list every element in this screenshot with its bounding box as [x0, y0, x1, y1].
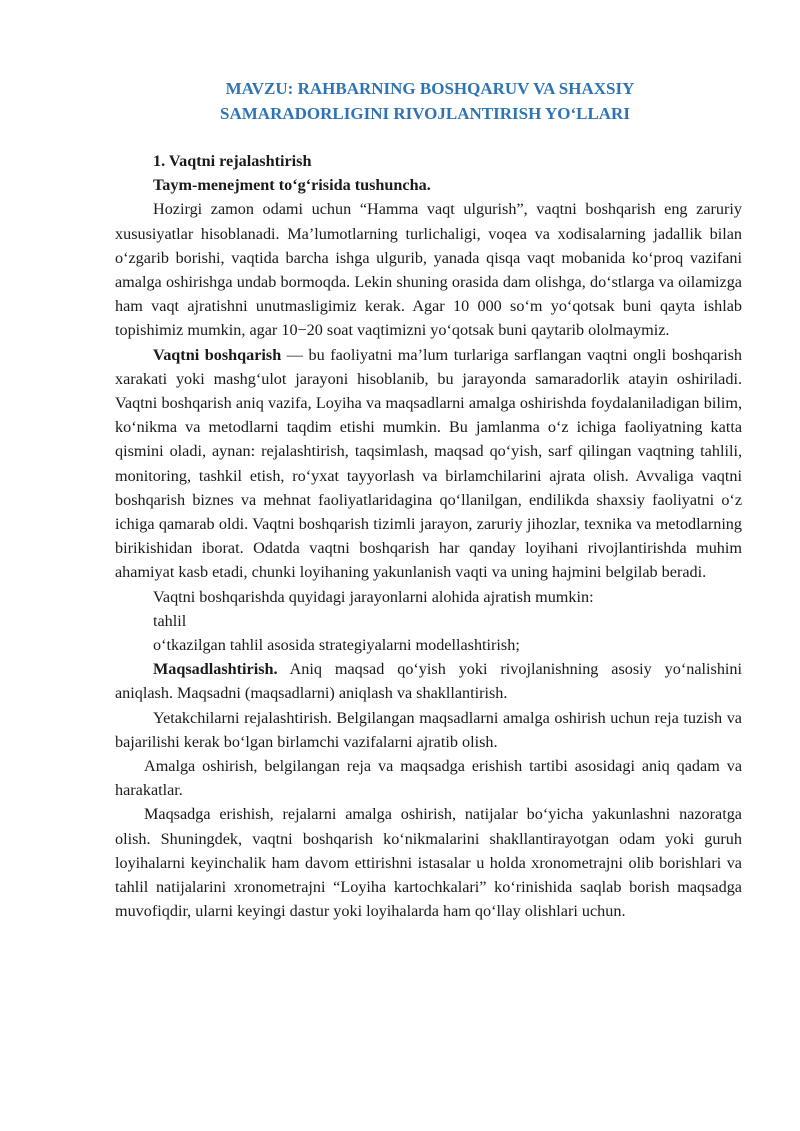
paragraph-6-text: Aniq maqsad qo‘yish yoki rivojlanishning asosiy yo‘nalishini aniqlash. Maqsadni (maqsadlarni) aniqlash va shakllantirish.	[115, 660, 742, 703]
paragraph-2-term: Vaqtni boshqarish	[153, 345, 282, 364]
paragraph-7: Yetakchilarni rejalashtirish. Belgilangan maqsadlarni amalga oshirish uchun reja tuzish va bajarilishi kerak bo‘lgan birlamchi vazifalarni ajratib olish.	[115, 708, 742, 751]
title-line-1: MAVZU: RAHBARNING BOSHQARUV VA SHAXSIY	[225, 79, 635, 98]
paragraph-2	[115, 343, 742, 585]
paragraph-2-text: — bu faoliyatni ma’lum turlariga sarflangan vaqtni ongli boshqarish xarakati yoki mashg‘ulot jarayoni hisoblanib, bu jarayonda samaradorlik atayin oshiriladi. Vaqtni boshqarish aniq vazifa, Loyiha va maqsadlarni amalga oshirishda foydalaniladigan bilim, ko‘nikma va metodlarni taqdim etishi mumkin. Bu jamlanma o‘z ichiga faoliyatning katta qismini oladi, aynan: rejalashtirish, taqsimlash, maqsad qo‘yish, sarf qilingan vaqtning tahlili, monitoring, tashkil etish, ro‘yxat tayyorlash va birlamchilarini ajrata olish. Avvaliga vaqtni boshqarish biznes va mehnat faoliyatlaridagina qo‘llanilgan, endilikda shaxsiy faoliyatni o‘z ichiga qamarab oldi. Vaqtni boshqarish tizimli jarayon, zaruriy jihozlar, texnika va metodlarning birikishidan iborat. Odatda vaqtni boshqarish har qanday loyihani rivojlantirishda muhim ahamiyat kasb etadi, chunki loyihaning yakunlanish vaqti va uning hajmini belgilab beradi.	[115, 345, 742, 582]
paragraph-3: Vaqtni boshqarishda quyidagi jarayonlarni alohida ajratish mumkin:	[153, 587, 594, 606]
paragraph-9: Maqsadga erishish, rejalarni amalga oshirish, natijalar bo‘yicha yakunlashni nazoratga olish. Shuningdek, vaqtni boshqarish ko‘nikmalarini shakllantirayotgan odam yoki guruh loyihalarni keyinchalik ham davom ettirishni istasalar u holda xronometrajni olib borishlari va tahlil natijalarini xronometrajni “Loyiha kartochkalari” ko‘rinishida saqlab borish maqsadga muvofiqdir, ularni keyingi dastur yoki loyihalarda ham qo‘llay olishlari uchun.	[115, 805, 742, 921]
title-line-2: SAMARADORLIGINI RIVOJLANTIRISH YO‘LLARI	[220, 104, 630, 123]
list-item-strategy: o‘tkazilgan tahlil asosida strategiyalarni modellashtirish;	[153, 636, 520, 655]
paragraph-6-term: Maqsadlashtirish.	[153, 660, 278, 679]
section-subheading: Taym-menejment to‘g‘risida tushuncha.	[153, 176, 431, 195]
list-item-analysis: tahlil	[153, 611, 187, 630]
paragraph-8: Amalga oshirish, belgilangan reja va maqsadga erishish tartibi asosidagi aniq qadam va harakatlar.	[115, 757, 742, 800]
paragraph-6	[115, 657, 742, 705]
section-heading: 1. Vaqtni rejalashtirish	[153, 152, 312, 170]
paragraph-1: Hozirgi zamon odami uchun “Hamma vaqt ulgurish”, vaqtni boshqarish eng zaruriy xususiyatlar hisoblanadi. Ma’lumotlarning turlichaligi, voqea va xodisalarning jadallik bilan o‘zgarib borishi, vaqtida barcha ishga ulgurib, yanada qisqa vaqt mobanida ko‘proq vazifani amalga oshirishga undab bormoqda. Lekin shuning orasida dam olishga, do‘stlarga va oilamizga ham vaqt ajratishni unutmasligimiz kerak. Agar 10 000 so‘m yo‘qotsak buni qayta ishlab topishimiz mumkin, agar 10−20 soat vaqtimizni yo‘qotsak buni qaytarib ololmaymiz.	[115, 200, 742, 340]
document-body	[115, 149, 742, 924]
